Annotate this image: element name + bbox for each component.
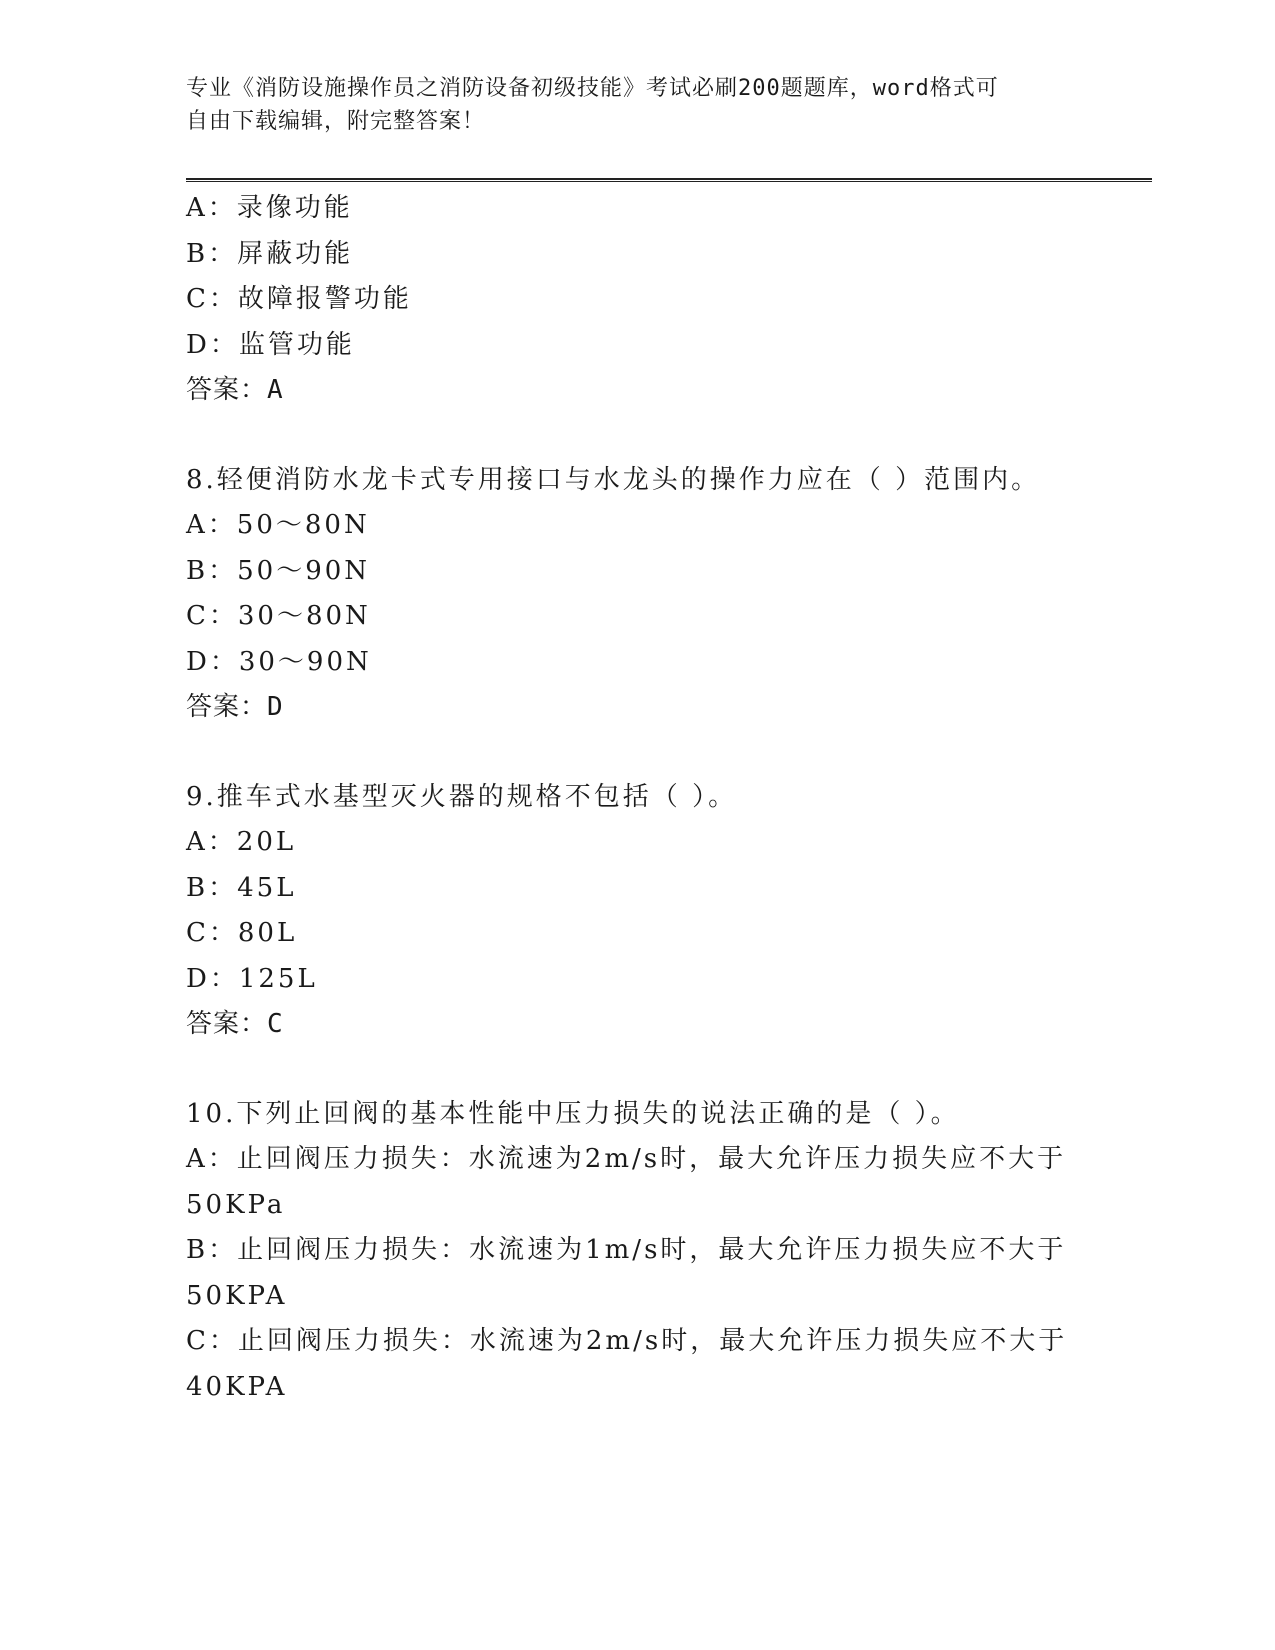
option-c-line-2: 40KPA <box>186 1371 288 1402</box>
answer: 答案：C <box>186 1009 284 1039</box>
option-c: C：故障报警功能 <box>186 284 412 314</box>
question-text: 9.推车式水基型灭火器的规格不包括（ ）。 <box>186 781 738 812</box>
option-b-line-1: B：止回阀压力损失：水流速为1m/s时，最大允许压力损失应不大于 <box>186 1235 1067 1265</box>
page-header <box>186 72 1066 138</box>
option-a: A：20L <box>186 827 297 857</box>
option-a-line-1: A：止回阀压力损失：水流速为2m/s时，最大允许压力损失应不大于 <box>186 1144 1067 1174</box>
question-text: 10.下列止回阀的基本性能中压力损失的说法正确的是（ ）。 <box>186 1098 960 1129</box>
option-d: D：30～90N <box>186 646 372 677</box>
option-b: B：屏蔽功能 <box>186 238 354 269</box>
option-a: A：50～80N <box>186 510 370 540</box>
question-7 <box>186 186 1152 414</box>
option-c: C：80L <box>186 918 298 948</box>
question-10 <box>186 1092 1152 1411</box>
option-a-line-2: 50KPa <box>186 1189 286 1220</box>
header-title-line-2: 自由下载编辑，附完整答案！ <box>186 109 486 134</box>
option-d: D：125L <box>186 963 318 994</box>
question-text: 8.轻便消防水龙卡式专用接口与水龙头的操作力应在（ ）范围内。 <box>186 464 1041 495</box>
option-b: B：50～90N <box>186 555 371 586</box>
answer: 答案：D <box>186 692 284 722</box>
question-9 <box>186 775 1152 1048</box>
option-b: B：45L <box>186 872 297 903</box>
option-d: D：监管功能 <box>186 329 355 360</box>
question-8 <box>186 458 1152 731</box>
header-title-line-1: 专业《消防设施操作员之消防设备初级技能》考试必刷200题题库，word格式可 <box>186 76 999 101</box>
answer: 答案：A <box>186 375 284 405</box>
option-a: A：录像功能 <box>186 193 353 223</box>
option-b-line-2: 50KPA <box>186 1280 288 1311</box>
option-c: C：30～80N <box>186 601 371 631</box>
header-divider <box>186 178 1152 182</box>
question-list <box>186 186 1152 1410</box>
option-c-line-1: C：止回阀压力损失：水流速为2m/s时，最大允许压力损失应不大于 <box>186 1326 1068 1356</box>
